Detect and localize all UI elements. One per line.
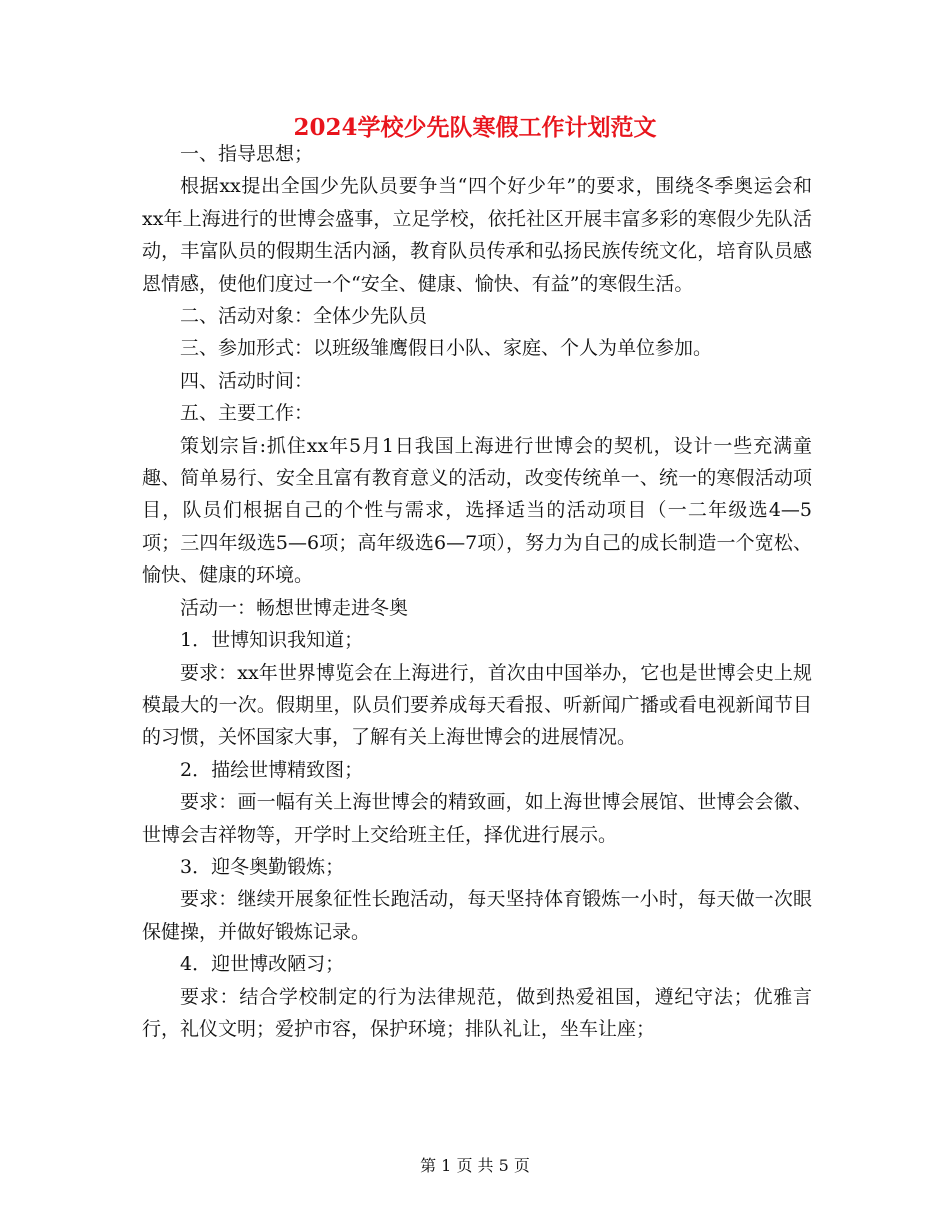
item-heading-1: 1．世博知识我知道； (180, 629, 364, 652)
paragraph-guiding-thought: 根据xx提出全国少先队员要争当“四个好少年”的要求，围绕冬季奥运会和xx年上海进行的世博会盛事，立足学校，依托社区开展丰富多彩的寒假少先队活动，丰富队员的假期生活内涵，教育队员传承和弘扬民族传统文化，培育队员感恩情感，使他们度过一个“安全、健康、愉快、有益”的寒假生活。 (142, 175, 812, 295)
heading-guiding-thought: 一、指导思想； (180, 143, 314, 165)
item-requirement-2: 要求：画一幅有关上海世博会的精致画，如上海世博会展馆、世博会会徽、世博会吉祥物等，开学时上交给班主任，择优进行展示。 (142, 791, 812, 846)
heading-activity-time: 四、活动时间： (180, 369, 314, 392)
item-requirement-4: 要求：结合学校制定的行为法律规范，做到热爱祖国，遵纪守法；优雅言行，礼仪文明；爱护市容，保护环境；排队礼让，坐车让座； (142, 985, 812, 1040)
item-requirement-3: 要求：继续开展象征性长跑活动，每天坚持体育锻炼一小时，每天做一次眼保健操，并做好锻炼记录。 (142, 888, 812, 943)
document-body (142, 138, 812, 1045)
item-requirement-1: 要求：xx年世界博览会在上海进行，首次由中国举办，它也是世博会史上规模最大的一次。假期里，队员们要养成每天看报、听新闻广播或看电视新闻节目的习惯，关怀国家大事，了解有关上海世博会的进展情况。 (142, 661, 812, 749)
heading-activity-target: 二、活动对象：全体少先队员 (180, 305, 428, 328)
item-heading-4: 4．迎世博改陋习； (180, 953, 345, 976)
item-heading-3: 3．迎冬奥勤锻炼； (180, 855, 345, 878)
document-title: 2024学校少先队寒假工作计划范文 (293, 114, 657, 141)
heading-activity-one: 活动一：畅想世博走进冬奥 (180, 596, 409, 619)
heading-participation-form: 三、参加形式：以班级雏鹰假日小队、家庭、个人为单位参加。 (180, 337, 713, 360)
page-footer: 第 1 页 共 5 页 (420, 1156, 530, 1175)
heading-main-work: 五、主要工作： (180, 402, 314, 425)
paragraph-planning-purpose: 策划宗旨:抓住xx年5月1日我国上海进行世博会的契机，设计一些充满童趣、简单易行、安全且富有教育意义的活动，改变传统单一、统一的寒假活动项目，队员们根据自己的个性与需求，选择适当的活动项目（一二年级选4—5项；三四年级选5—6项；高年级选6—7项），努力为自己的成长制造一个宽松、愉快、健康的环境。 (142, 434, 812, 587)
item-heading-2: 2．描绘世博精致图； (180, 758, 364, 781)
